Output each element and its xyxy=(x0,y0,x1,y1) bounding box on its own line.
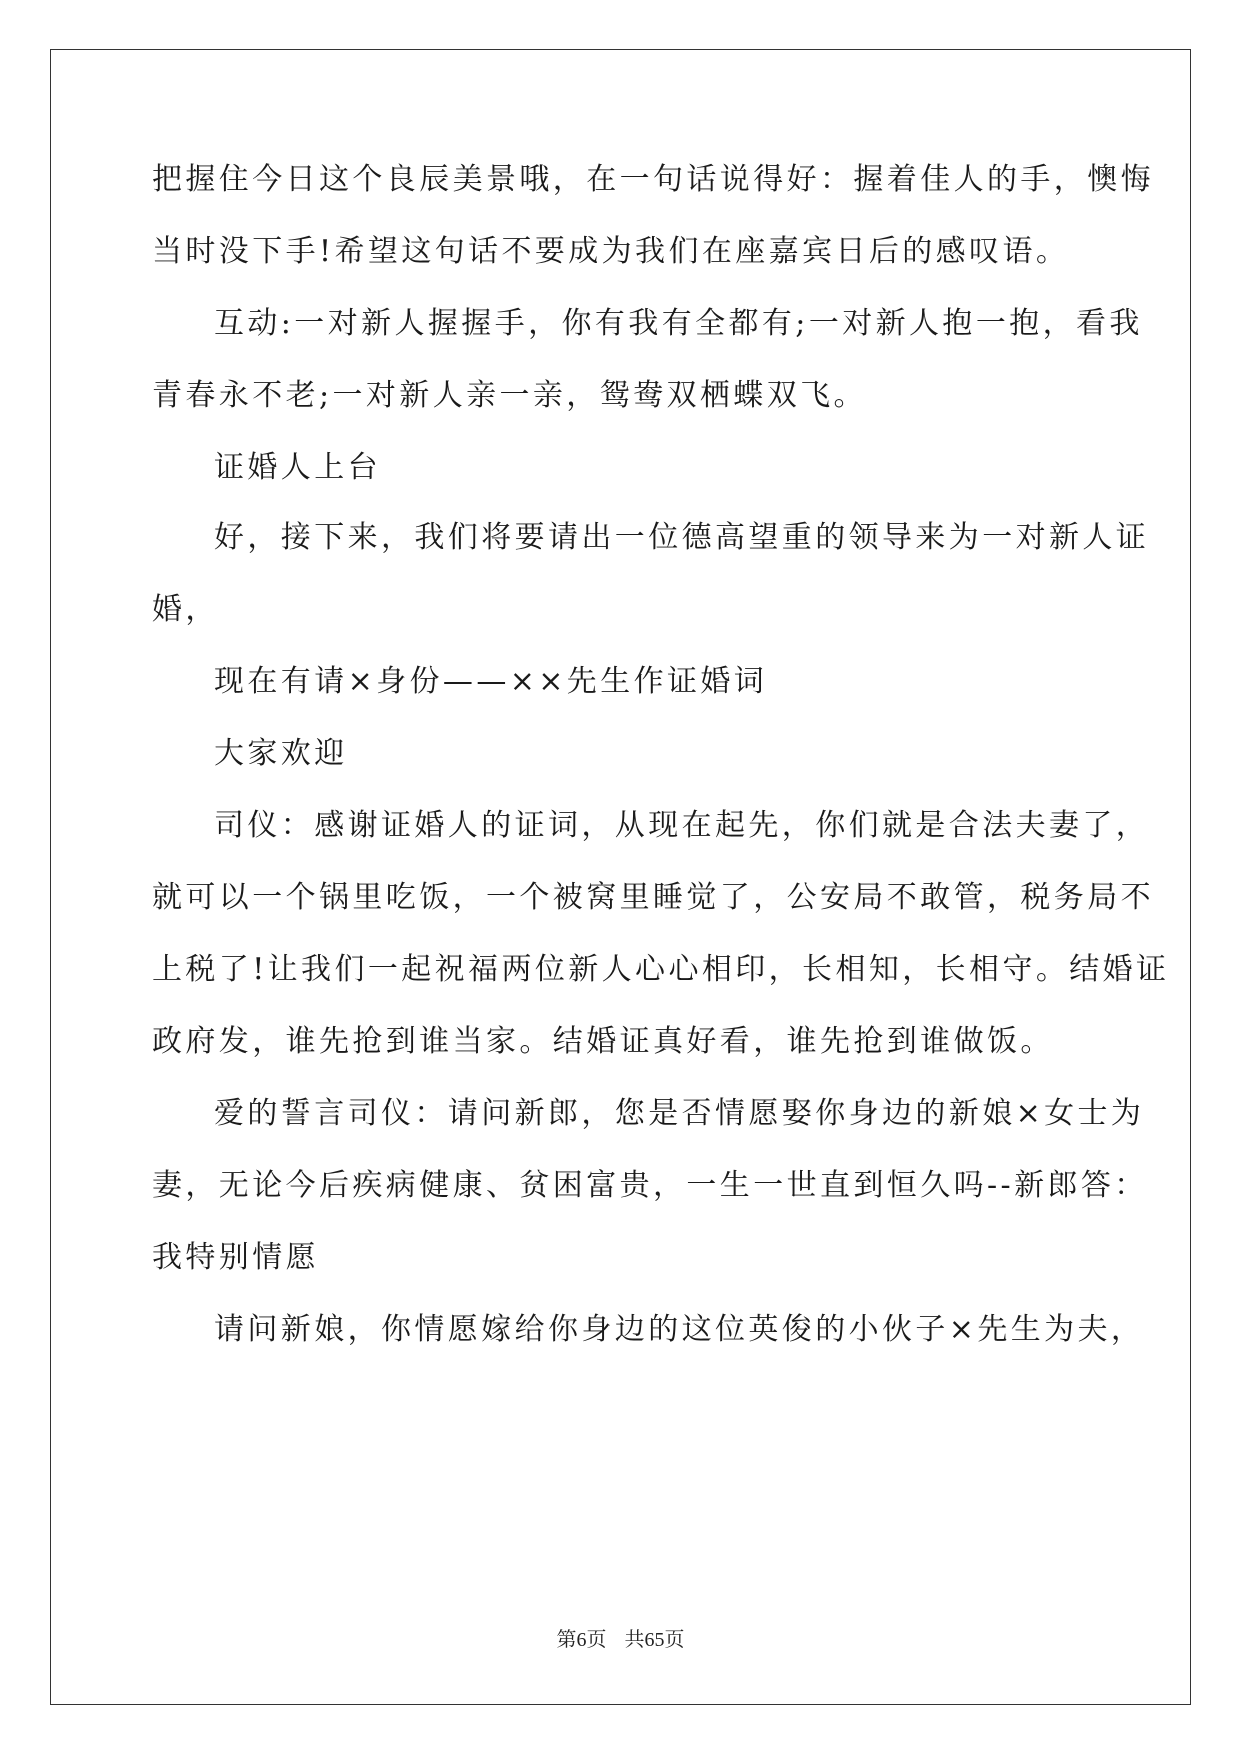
text-line: 当时没下手!希望这句话不要成为我们在座嘉宾日后的感叹语。 xyxy=(152,234,1070,269)
text-line: 现在有请×身份——××先生作证婚词 xyxy=(214,664,768,699)
text-line: 把握住今日这个良辰美景哦，在一句话说得好：握着佳人的手，懊悔 xyxy=(152,162,1154,197)
text-line: 司仪：感谢证婚人的证词，从现在起先，你们就是合法夫妻了， xyxy=(214,808,1150,843)
text-line: 证婚人上台 xyxy=(214,450,381,485)
text-line: 就可以一个锅里吃饭，一个被窝里睡觉了，公安局不敢管，税务局不 xyxy=(152,880,1154,915)
text-line: 爱的誓言司仪：请问新郎，您是否情愿娶你身边的新娘×女士为 xyxy=(214,1096,1145,1131)
page-border xyxy=(50,49,1191,1705)
text-line: 婚， xyxy=(152,592,219,627)
text-line: 好，接下来，我们将要请出一位德高望重的领导来为一对新人证 xyxy=(214,520,1150,555)
text-line: 我特别情愿 xyxy=(152,1240,319,1275)
page-number: 第6页 xyxy=(556,1629,607,1651)
text-line: 大家欢迎 xyxy=(214,736,348,771)
page-footer xyxy=(0,1623,1241,1652)
text-line: 政府发，谁先抢到谁当家。结婚证真好看，谁先抢到谁做饭。 xyxy=(152,1024,1054,1059)
text-line: 妻，无论今后疾病健康、贫困富贵，一生一世直到恒久吗--新郎答： xyxy=(152,1168,1148,1203)
text-line: 上税了!让我们一起祝福两位新人心心相印，长相知，长相守。结婚证 xyxy=(152,952,1170,987)
text-line: 互动:一对新人握握手，你有我有全都有;一对新人抱一抱，看我 xyxy=(214,306,1143,341)
text-line: 青春永不老;一对新人亲一亲，鸳鸯双栖蝶双飞。 xyxy=(152,378,867,413)
text-line: 请问新娘，你情愿嫁给你身边的这位英俊的小伙子×先生为夫， xyxy=(214,1312,1145,1347)
page-total: 共65页 xyxy=(624,1629,685,1651)
